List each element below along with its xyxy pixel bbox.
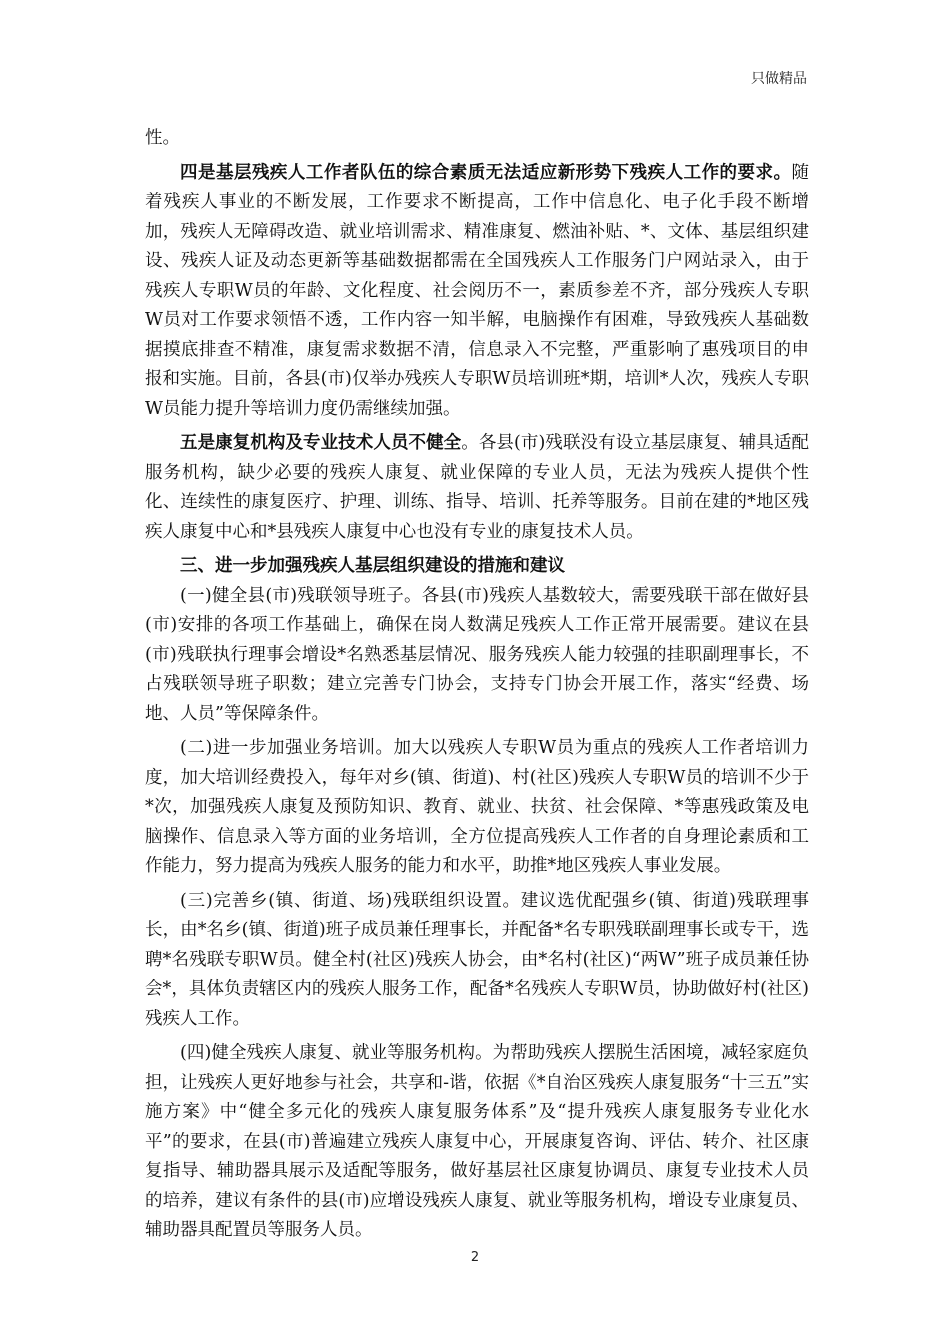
paragraph-point-five-body: 。各县(市)残联没有设立基层康复、辅具适配服务机构，缺少必要的残疾人康复、就业保障的专业人员，无法为残疾人提供个性化、连续性的康复医疗、护理、训练、指导、培训、托养等服务。目前在建的*地区残疾人康复中心和*县残疾人康复中心也没有专业的康复技术人员。 (145, 433, 809, 542)
document-body (145, 124, 809, 1246)
paragraph-measure-four: (四)健全残疾人康复、就业等服务机构。为帮助残疾人摆脱生活困境，减轻家庭负担，让残疾人更好地参与社会，共享和-谐，依据《*自治区残疾人康复服务“十三五”实施方案》中“健全多元化的残疾人康复服务体系”及“提升残疾人康复服务专业化水平”的要求，在县(市)普遍建立残疾人康复中心，开展康复咨询、评估、转介、社区康复指导、辅助器具展示及适配等服务，做好基层社区康复协调员、康复专业技术人员的培养，建议有条件的县(市)应增设残疾人康复、就业等服务机构，增设专业康复员、辅助器具配置员等服务人员。 (145, 1043, 809, 1240)
paragraph-continuation: 性。 (145, 128, 180, 148)
paragraph-point-five-lead: 五是康复机构及专业技术人员不健全 (180, 433, 462, 453)
paragraph-point-four (145, 159, 809, 425)
section-heading-three: 三、进一步加强残疾人基层组织建设的措施和建议 (180, 556, 565, 576)
page-number: 2 (470, 1250, 480, 1265)
paragraph-measure-two: (二)进一步加强业务培训。加大以残疾人专职W员为重点的残疾人工作者培训力度，加大培训经费投入，每年对乡(镇、街道)、村(社区)残疾人专职W员的培训不少于*次，加强残疾人康复及预防知识、教育、就业、扶贫、社会保障、*等惠残政策及电脑操作、信息录入等方面的业务培训，全方位提高残疾人工作者的自身理论素质和工作能力，努力提高为残疾人服务的能力和水平，助推*地区残疾人事业发展。 (145, 738, 809, 876)
paragraph-measure-three: (三)完善乡(镇、街道、场)残联组织设置。建议选优配强乡(镇、街道)残联理事长，由*名乡(镇、街道)班子成员兼任理事长，并配备*名专职残联副理事长或专干，选聘*名残联专职W员。健全村(社区)残疾人协会，由*名村(社区)“两W”班子成员兼任协会*，具体负责辖区内的残疾人服务工作，配备*名残疾人专职W员，协助做好村(社区)残疾人工作。 (145, 890, 809, 1029)
paragraph-point-five (145, 429, 809, 547)
paragraph-point-four-lead: 四是基层残疾人工作者队伍的综合素质无法适应新形势下残疾人工作的要求。 (180, 162, 792, 183)
paragraph-point-four-body: 随着残疾人事业的不断发展，工作要求不断提高，工作中信息化、电子化手段不断增加，残疾人无障碍改造、就业培训需求、精准康复、燃油补贴、*、文体、基层组织建设、残疾人证及动态更新等基础数据都需在全国残疾人工作服务门户网站录入，由于残疾人专职W员的年龄、文化程度、社会阅历不一，素质参差不齐，部分残疾人专职W员对工作要求领悟不透，工作内容一知半解，电脑操作有困难，导致残疾人基础数据摸底排查不精准，康复需求数据不清，信息录入不完整，严重影响了惠残项目的申报和实施。目前，各县(市)仅举办残疾人专职W员培训班*期，培训*人次，残疾人专职W员能力提升等培训力度仍需继续加强。 (145, 162, 809, 419)
paragraph-measure-one: (一)健全县(市)残联领导班子。各县(市)残疾人基数较大，需要残联干部在做好县(市)安排的各项工作基础上，确保在岗人数满足残疾人工作正常开展需要。建议在县(市)残联执行理事会增设*名熟悉基层情况、服务残疾人能力较强的挂职副理事长，不占残联领导班子职数；建立完善专门协会，支持专门协会开展工作，落实“经费、场地、人员”等保障条件。 (145, 585, 809, 724)
header-tagline: 只做精品 (751, 71, 807, 87)
